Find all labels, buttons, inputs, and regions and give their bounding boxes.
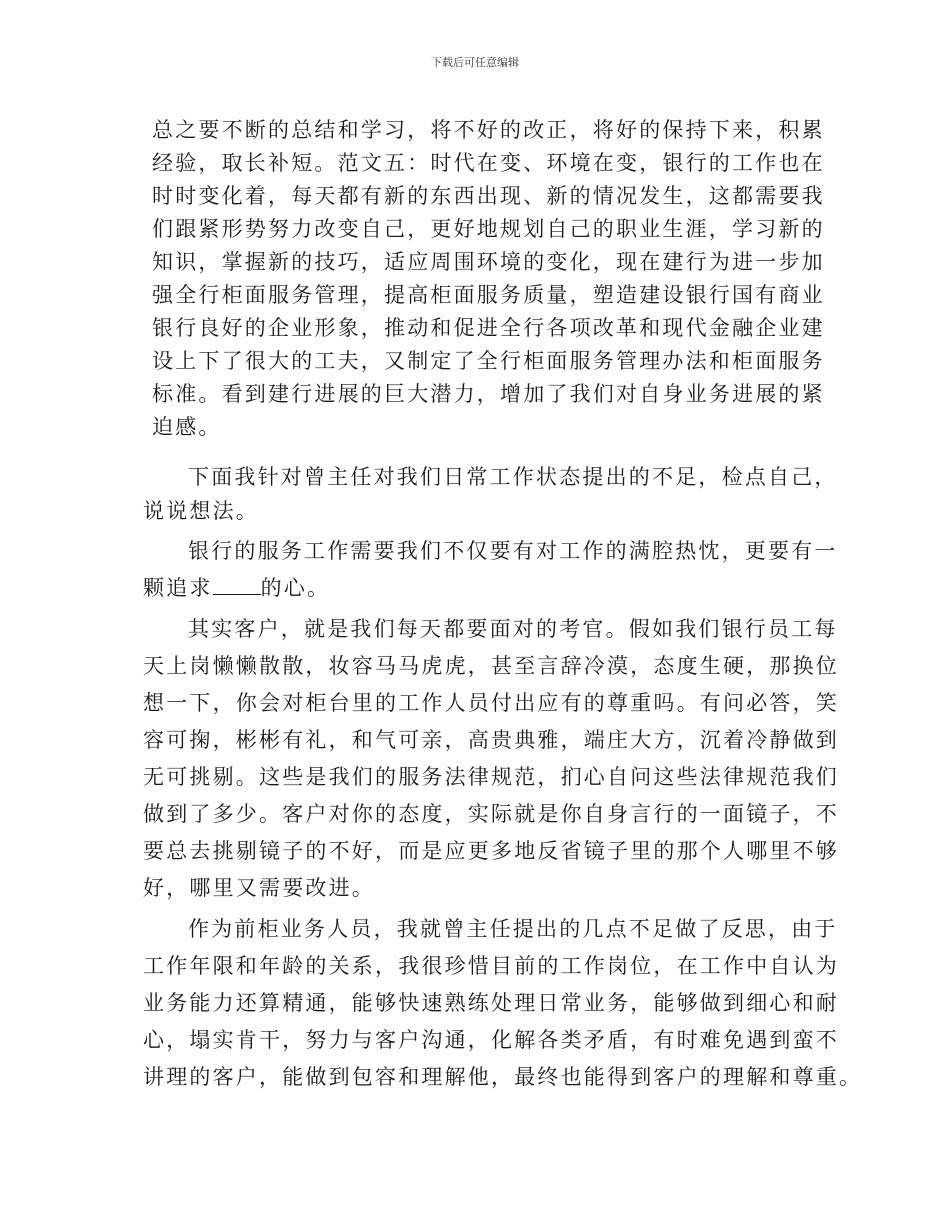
text-line: 下面我针对曾主任对我们日常工作状态提出的不足，检点自己， <box>188 465 838 489</box>
text-line: 好，哪里又需要改进。 <box>143 876 375 900</box>
text-line: 要总去挑剔镜子的不好，而是应更多地反省镜子里的那个人哪里不够 <box>143 839 839 863</box>
text-line: 时时变化着，每天都有新的东西出现、新的情况发生，这都需要我 <box>152 184 825 208</box>
text-line: 银行的服务工作需要我们不仅要有对工作的满腔热忱，更要有一 <box>188 539 838 563</box>
text-after-blank: 的心。 <box>260 576 331 600</box>
text-line: 心，塌实肯干，努力与客户沟通，化解各类矛盾，有时难免遇到蛮不 <box>143 1028 839 1052</box>
text-line: 容可掬，彬彬有礼，和气可亲，高贵典雅，端庄大方，沉着冷静做到 <box>143 728 839 752</box>
text-line: 无可挑剔。这些是我们的服务法律规范，扪心自问这些法律规范我们 <box>143 765 839 789</box>
text-line: 说说想法。 <box>143 499 259 523</box>
text-line: 工作年限和年龄的关系，我很珍惜目前的工作岗位，在工作中自认为 <box>143 954 839 978</box>
fill-blank <box>213 576 261 595</box>
text-line: 标准。看到建行进展的巨大潜力，增加了我们对自身业务进展的紧 <box>152 382 825 406</box>
text-line: 迫感。 <box>152 415 222 439</box>
text-line: 银行良好的企业形象，推动和促进全行各项改革和现代金融企业建 <box>152 316 825 340</box>
text-line-with-blank <box>143 576 330 600</box>
text-line: 天上岗懒懒散散，妆容马马虎虎，甚至言辞冷漠，态度生硬，那换位 <box>143 654 839 678</box>
text-line: 作为前柜业务人员，我就曾主任提出的几点不足做了反思，由于 <box>188 917 838 941</box>
text-line: 做到了多少。客户对你的态度，实际就是你自身言行的一面镜子，不 <box>143 802 839 826</box>
text-line: 知识，掌握新的技巧，适应周围环境的变化，现在建行为进一步加 <box>152 250 825 274</box>
text-line: 其实客户，就是我们每天都要面对的考官。假如我们银行员工每 <box>188 617 838 641</box>
text-line: 强全行柜面服务管理，提高柜面服务质量，塑造建设银行国有商业 <box>152 283 825 307</box>
text-line: 讲理的客户，能做到包容和理解他，最终也能得到客户的理解和尊重。 <box>143 1065 863 1089</box>
text-line: 想一下，你会对柜台里的工作人员付出应有的尊重吗。有问必答，笑 <box>143 691 839 715</box>
text-line: 业务能力还算精通，能够快速熟练处理日常业务，能够做到细心和耐 <box>143 991 839 1015</box>
text-line: 经验，取长补短。范文五：时代在变、环境在变，银行的工作也在 <box>152 151 825 175</box>
page-header: 下载后可任意编辑 <box>431 56 519 69</box>
text-line: 设上下了很大的工夫，又制定了全行柜面服务管理办法和柜面服务 <box>152 349 825 373</box>
text-line: 们跟紧形势努力改变自己，更好地规划自己的职业生涯，学习新的 <box>152 217 825 241</box>
text-line: 总之要不断的总结和学习，将不好的改正，将好的保持下来，积累 <box>152 118 825 142</box>
text-before-blank: 颗追求 <box>143 576 213 600</box>
